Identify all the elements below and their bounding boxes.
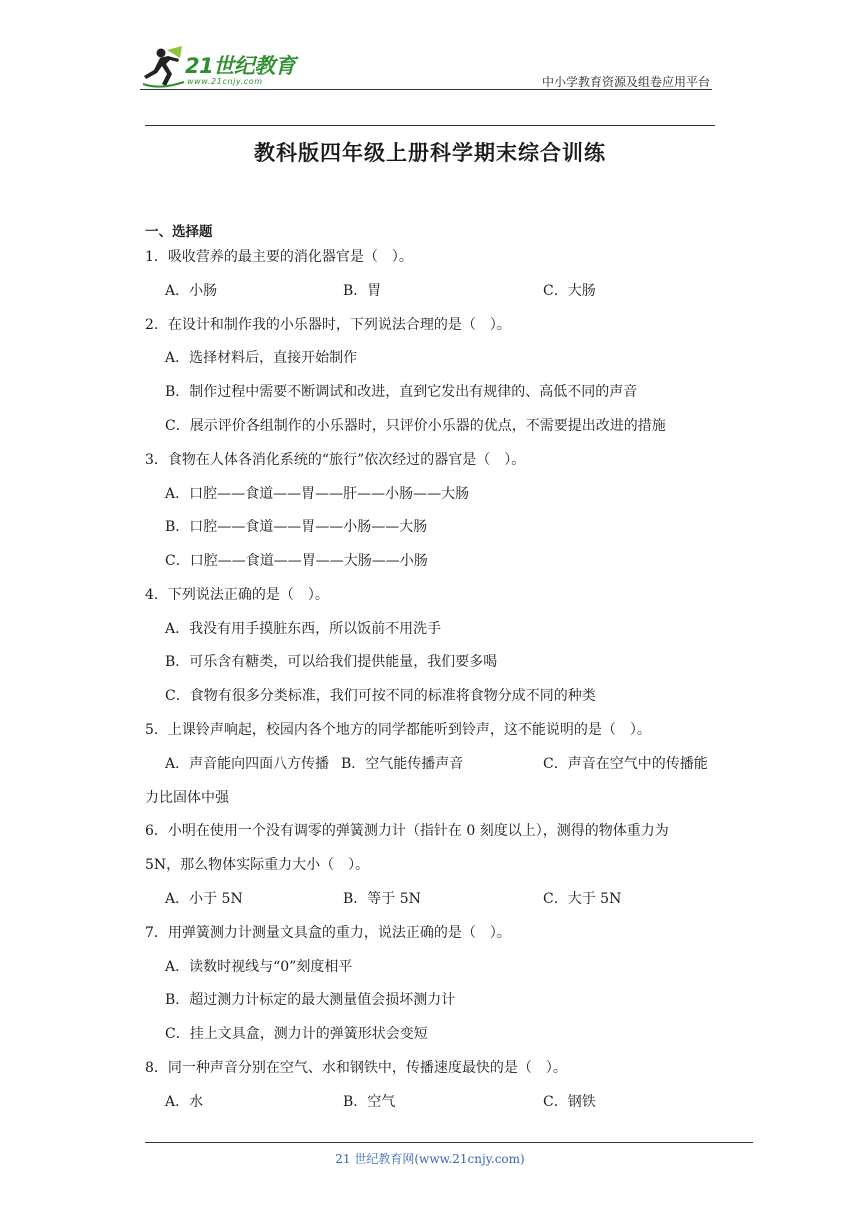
option-a: A．口腔——食道——胃——肝——小肠——大肠 bbox=[165, 486, 470, 502]
section-title: 一、选择题 bbox=[145, 224, 213, 240]
option-a: A．声音能向四面八方传播 bbox=[165, 756, 330, 772]
option-c: C．挂上文具盒，测力计的弹簧形状会变短 bbox=[165, 1026, 428, 1042]
runner-logo-icon bbox=[140, 46, 186, 90]
page-title: 教科版四年级上册科学期末综合训练 bbox=[254, 141, 606, 165]
question-stem: 6．小明在使用一个没有调零的弹簧测力计（指针在 0 刻度以上），测得的物体重力为 bbox=[145, 823, 669, 839]
option-a: A．读数时视线与“0”刻度相平 bbox=[165, 959, 353, 975]
question-stem: 1．吸收营养的最主要的消化器官是（ ）。 bbox=[145, 249, 413, 265]
option-b: B．胃 bbox=[343, 283, 382, 299]
option-a: A．选择材料后，直接开始制作 bbox=[165, 350, 358, 366]
option-b: B．口腔——食道——胃——小肠——大肠 bbox=[165, 519, 428, 535]
question-stem-continued: 5N，那么物体实际重力大小（ ）。 bbox=[145, 857, 370, 873]
option-b: B．可乐含有糖类，可以给我们提供能量，我们要多喝 bbox=[165, 654, 498, 670]
option-a: A．我没有用手摸脏东西，所以饭前不用洗手 bbox=[165, 621, 442, 637]
option-c: C．钢铁 bbox=[543, 1094, 596, 1110]
logo bbox=[140, 44, 310, 92]
option-c: C．展示评价各组制作的小乐器时，只评价小乐器的优点，不需要提出改进的措施 bbox=[165, 418, 666, 434]
option-b: B．空气能传播声音 bbox=[341, 756, 464, 772]
question-stem: 7．用弹簧测力计测量文具盒的重力，说法正确的是（ ）。 bbox=[145, 925, 511, 941]
option-a: A．小于 5N bbox=[165, 891, 243, 907]
option-c: C．大肠 bbox=[543, 283, 596, 299]
footer-divider bbox=[145, 1142, 753, 1143]
option-c: C．声音在空气中的传播能 bbox=[543, 756, 708, 772]
footer-text: 21 世纪教育网(www.21cnjy.com) bbox=[335, 1152, 525, 1166]
option-b: B．超过测力计标定的最大测量值会损坏测力计 bbox=[165, 992, 456, 1008]
question-stem: 4．下列说法正确的是（ ）。 bbox=[145, 587, 329, 603]
title-divider bbox=[145, 125, 715, 126]
option-c: C．大于 5N bbox=[543, 891, 622, 907]
option-b: B．等于 5N bbox=[343, 891, 421, 907]
question-stem: 2．在设计和制作我的小乐器时，下列说法合理的是（ ）。 bbox=[145, 317, 511, 333]
logo-url: www.21cnjy.com bbox=[187, 77, 263, 86]
question-stem: 3．食物在人体各消化系统的“旅行”依次经过的器官是（ ）。 bbox=[145, 452, 526, 468]
option-b: B．制作过程中需要不断调试和改进，直到它发出有规律的、高低不同的声音 bbox=[165, 384, 638, 400]
option-a: A．小肠 bbox=[165, 283, 218, 299]
option-c: C．食物有很多分类标准，我们可按不同的标准将食物分成不同的种类 bbox=[165, 688, 596, 704]
option-c: C．口腔——食道——胃——大肠——小肠 bbox=[165, 553, 428, 569]
option-b: B．空气 bbox=[343, 1094, 396, 1110]
logo-text: 21世纪教育 bbox=[185, 54, 296, 78]
question-stem: 5．上课铃声响起，校园内各个地方的同学都能听到铃声，这不能说明的是（ ）。 bbox=[145, 722, 651, 738]
option-c-continued: 力比固体中强 bbox=[145, 790, 229, 806]
header-divider bbox=[140, 89, 712, 90]
question-stem: 8．同一种声音分别在空气、水和钢铁中，传播速度最快的是（ ）。 bbox=[145, 1060, 567, 1076]
platform-name: 中小学教育资源及组卷应用平台 bbox=[541, 75, 710, 89]
option-a: A．水 bbox=[165, 1094, 204, 1110]
